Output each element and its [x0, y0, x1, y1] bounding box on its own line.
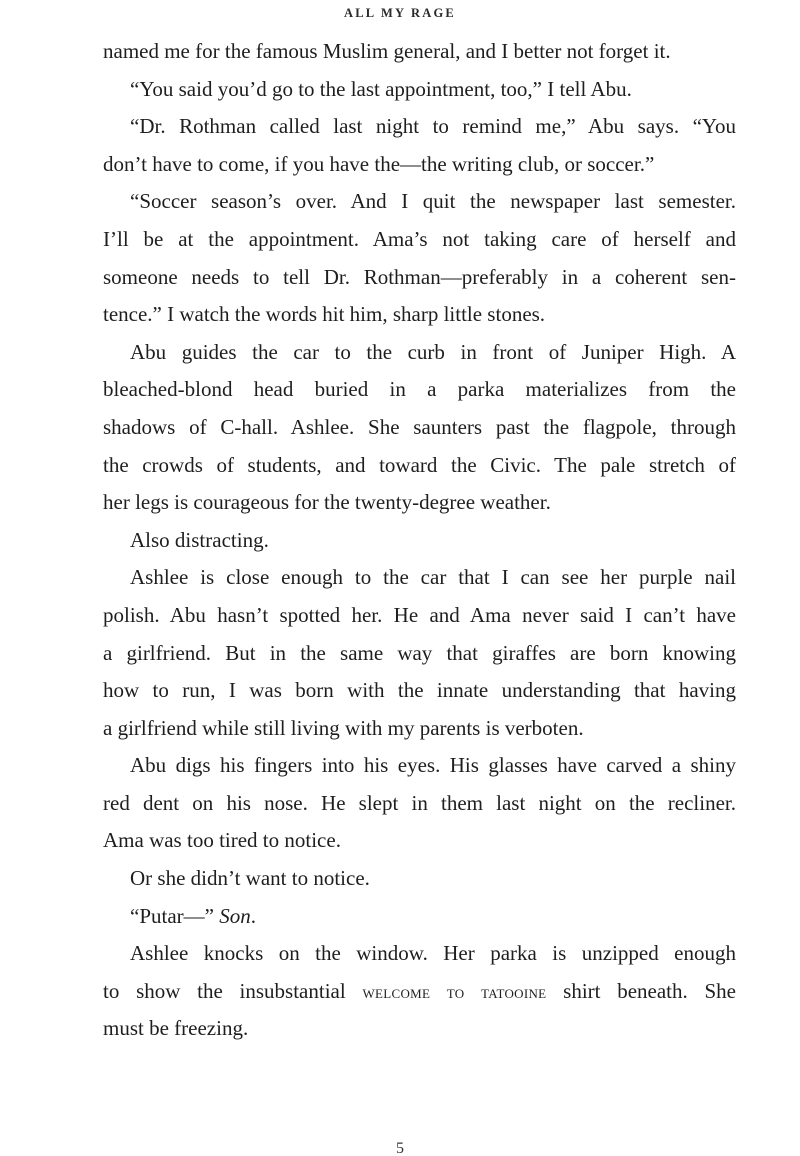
text-line: Abu digs his fingers into his eyes. His glasses have carved a shiny: [130, 753, 736, 778]
text-line: “You said you’d go to the last appointment, too,” I tell Abu.: [130, 76, 632, 101]
text-line: tence.” I watch the words hit him, sharp little stones.: [103, 302, 546, 327]
putar-period: .: [250, 903, 256, 928]
text-line: “Dr. Rothman called last night to remind me,” Abu says. “You: [130, 114, 736, 139]
text-line: the crowds of students, and toward the Civic. The pale stretch of: [103, 452, 736, 477]
text-line-final-3: must be freezing.: [103, 1016, 249, 1041]
text-line: shadows of C-hall. Ashlee. She saunters past the flagpole, through: [103, 414, 736, 439]
shirt-text-smallcaps: welcome to tatooine: [362, 981, 547, 1003]
text-line: Ama was too tired to notice.: [103, 828, 341, 853]
text-line: her legs is courageous for the twenty-degree weather.: [103, 490, 551, 515]
text-line: don’t have to come, if you have the—the writing club, or soccer.”: [103, 151, 655, 176]
text-line: a girlfriend while still living with my parents is verboten.: [103, 715, 584, 740]
text-line: polish. Abu hasn’t spotted her. He and Ama never said I can’t have: [103, 602, 736, 627]
text-line: how to run, I was born with the innate understanding that having: [103, 678, 736, 703]
text-line: someone needs to tell Dr. Rothman—preferably in a coherent sen-: [103, 264, 736, 289]
final-line2-after: shirt beneath. She: [546, 978, 736, 1003]
text-line-final-1: Ashlee knocks on the window. Her parka is unzipped enough: [130, 941, 736, 966]
text-line: Ashlee is close enough to the car that I can see her purple nail: [130, 565, 736, 590]
text-line: red dent on his nose. He slept in them last night on the recliner.: [103, 790, 736, 815]
putar-translation: Son: [219, 903, 251, 928]
final-line2-before: to show the insubstantial: [103, 978, 363, 1003]
page-body-text: [103, 33, 736, 1048]
text-line: named me for the famous Muslim general, and I better not forget it.: [103, 39, 671, 63]
page-number: 5: [396, 1140, 404, 1156]
text-line: Abu guides the car to the curb in front of Juniper High. A: [130, 339, 736, 364]
text-line-final-2: [103, 973, 736, 1011]
text-line: “Soccer season’s over. And I quit the newspaper last semester.: [130, 189, 736, 214]
text-line: bleached-blond head buried in a parka materializes from the: [103, 377, 736, 402]
text-line: Or she didn’t want to notice.: [130, 866, 370, 891]
text-lines: [103, 33, 736, 898]
putar-quote: “Putar—”: [130, 903, 220, 928]
text-line: I’ll be at the appointment. Ama’s not taking care of herself and: [103, 226, 736, 251]
running-head: ALL MY RAGE: [344, 6, 456, 20]
text-line: a girlfriend. But in the same way that giraffes are born knowing: [103, 640, 736, 665]
text-line-putar: [103, 898, 736, 936]
text-line: Also distracting.: [130, 527, 269, 552]
